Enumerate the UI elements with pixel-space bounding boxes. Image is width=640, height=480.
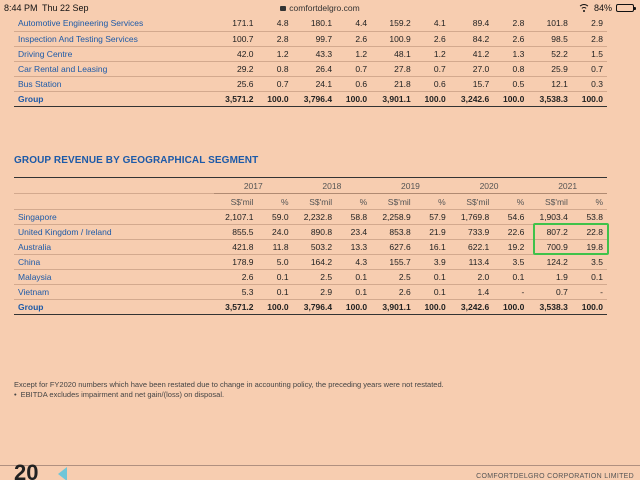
- cell-value: 0.3: [572, 76, 607, 91]
- cell-value: 4.1: [415, 16, 450, 31]
- cell-value: 855.5: [214, 225, 258, 240]
- cell-value: 52.2: [528, 46, 572, 61]
- cell-value: 0.1: [415, 285, 450, 300]
- row-label: United Kingdom / Ireland: [14, 225, 214, 240]
- year-header: 2017: [214, 178, 293, 194]
- cell-value: 3,901.1: [371, 91, 415, 106]
- cell-value: 13.3: [336, 240, 371, 255]
- segment-revenue-table: [14, 16, 607, 107]
- cell-value: 100.0: [258, 300, 293, 315]
- page-number: 20: [14, 460, 39, 480]
- cell-value: 101.8: [528, 16, 572, 31]
- table-row: [14, 285, 607, 300]
- cell-value: 57.9: [415, 210, 450, 225]
- geo-revenue-table: [14, 177, 607, 315]
- footnote-restated: Except for FY2020 numbers which have been restated due to change in accounting policy, the preceding years were not restated.: [14, 380, 444, 389]
- cell-value: 0.8: [493, 61, 528, 76]
- cell-value: 2,258.9: [371, 210, 415, 225]
- unit-header: S$'mil: [450, 194, 494, 210]
- page-arrow-icon: [58, 467, 67, 480]
- cell-value: 100.9: [371, 31, 415, 46]
- unit-header: %: [493, 194, 528, 210]
- row-label: China: [14, 255, 214, 270]
- cell-value: 1,769.8: [450, 210, 494, 225]
- status-day: Thu 22 Sep: [42, 3, 89, 13]
- cell-value: 100.0: [572, 91, 607, 106]
- cell-value: 853.8: [371, 225, 415, 240]
- cell-value: 11.8: [258, 240, 293, 255]
- cell-value: 5.3: [214, 285, 258, 300]
- cell-value: 2,232.8: [293, 210, 337, 225]
- cell-value: 27.8: [371, 61, 415, 76]
- cell-value: 733.9: [450, 225, 494, 240]
- url-text: comfortdelgro.com: [289, 3, 360, 13]
- cell-value: 22.8: [572, 225, 607, 240]
- cell-value: 2.9: [572, 16, 607, 31]
- cell-value: 622.1: [450, 240, 494, 255]
- cell-value: 53.8: [572, 210, 607, 225]
- table-row: [14, 76, 607, 91]
- cell-value: 2.6: [214, 270, 258, 285]
- cell-value: 0.5: [493, 76, 528, 91]
- unit-header: S$'mil: [214, 194, 258, 210]
- cell-value: 0.6: [415, 76, 450, 91]
- cell-value: 24.1: [293, 76, 337, 91]
- cell-value: 164.2: [293, 255, 337, 270]
- cell-value: 48.1: [371, 46, 415, 61]
- wifi-icon: [579, 4, 590, 12]
- cell-value: 12.1: [528, 76, 572, 91]
- cell-value: 100.0: [493, 300, 528, 315]
- cell-value: 2.6: [415, 31, 450, 46]
- cell-value: 3.5: [493, 255, 528, 270]
- cell-value: 0.7: [528, 285, 572, 300]
- cell-value: 0.7: [415, 61, 450, 76]
- group-total-row: [14, 91, 607, 106]
- cell-value: 113.4: [450, 255, 494, 270]
- cell-value: 98.5: [528, 31, 572, 46]
- group-total-row: [14, 300, 607, 315]
- row-label: Australia: [14, 240, 214, 255]
- cell-value: 171.1: [214, 16, 258, 31]
- unit-header: S$'mil: [371, 194, 415, 210]
- address-bar[interactable]: [0, 3, 640, 13]
- cell-value: 100.0: [415, 300, 450, 315]
- row-label: Malaysia: [14, 270, 214, 285]
- table-row: [14, 61, 607, 76]
- unit-header: S$'mil: [528, 194, 572, 210]
- cell-value: 100.0: [336, 300, 371, 315]
- cell-value: 3,796.4: [293, 300, 337, 315]
- cell-value: 0.7: [572, 61, 607, 76]
- cell-value: 42.0: [214, 46, 258, 61]
- table-row: [14, 210, 607, 225]
- cell-value: 0.1: [572, 270, 607, 285]
- cell-value: 3,242.6: [450, 300, 494, 315]
- unit-header: %: [336, 194, 371, 210]
- cell-value: 4.4: [336, 16, 371, 31]
- row-label: Bus Station: [14, 76, 214, 91]
- status-bar: [0, 0, 640, 16]
- unit-header: %: [572, 194, 607, 210]
- cell-value: 2.8: [258, 31, 293, 46]
- year-header: 2019: [371, 178, 450, 194]
- cell-value: 3,901.1: [371, 300, 415, 315]
- cell-value: -: [493, 285, 528, 300]
- cell-value: 29.2: [214, 61, 258, 76]
- footer-company: COMFORTDELGRO CORPORATION LIMITED: [476, 473, 634, 480]
- table-row: [14, 46, 607, 61]
- cell-value: 1.2: [415, 46, 450, 61]
- cell-value: 27.0: [450, 61, 494, 76]
- cell-value: 700.9: [528, 240, 572, 255]
- cell-value: 99.7: [293, 31, 337, 46]
- cell-value: 3,796.4: [293, 91, 337, 106]
- row-label: Group: [14, 91, 214, 106]
- cell-value: 89.4: [450, 16, 494, 31]
- cell-value: 22.6: [493, 225, 528, 240]
- cell-value: 159.2: [371, 16, 415, 31]
- highlight-box: [533, 223, 609, 255]
- cell-value: 503.2: [293, 240, 337, 255]
- cell-value: 2.5: [371, 270, 415, 285]
- cell-value: 2.6: [336, 31, 371, 46]
- cell-value: 3,242.6: [450, 91, 494, 106]
- cell-value: 2.6: [371, 285, 415, 300]
- cell-value: 627.6: [371, 240, 415, 255]
- cell-value: 2.9: [293, 285, 337, 300]
- cell-value: 155.7: [371, 255, 415, 270]
- year-header: 2018: [293, 178, 372, 194]
- cell-value: 3,538.3: [528, 300, 572, 315]
- cell-value: 2.5: [293, 270, 337, 285]
- cell-value: 0.8: [258, 61, 293, 76]
- cell-value: 41.2: [450, 46, 494, 61]
- table-row: [14, 240, 607, 255]
- cell-value: 0.7: [258, 76, 293, 91]
- cell-value: 1.2: [336, 46, 371, 61]
- cell-value: 1.5: [572, 46, 607, 61]
- lock-icon: [280, 6, 286, 11]
- cell-value: 1.9: [528, 270, 572, 285]
- cell-value: 3.9: [415, 255, 450, 270]
- cell-value: 421.8: [214, 240, 258, 255]
- cell-value: 84.2: [450, 31, 494, 46]
- cell-value: 0.6: [336, 76, 371, 91]
- cell-value: 890.8: [293, 225, 337, 240]
- cell-value: 16.1: [415, 240, 450, 255]
- battery-percent: 84%: [593, 3, 612, 13]
- cell-value: 807.2: [528, 225, 572, 240]
- row-label: Inspection And Testing Services: [14, 31, 214, 46]
- cell-value: 1.4: [450, 285, 494, 300]
- cell-value: 180.1: [293, 16, 337, 31]
- table-row: [14, 16, 607, 31]
- cell-value: 100.0: [415, 91, 450, 106]
- unit-header: S$'mil: [293, 194, 337, 210]
- table-row: [14, 225, 607, 240]
- cell-value: 100.0: [258, 91, 293, 106]
- row-label: Automotive Engineering Services: [14, 16, 214, 31]
- cell-value: 25.9: [528, 61, 572, 76]
- cell-value: 1,903.4: [528, 210, 572, 225]
- cell-value: 59.0: [258, 210, 293, 225]
- section-title: GROUP REVENUE BY GEOGRAPHICAL SEGMENT: [14, 155, 259, 166]
- cell-value: 3,538.3: [528, 91, 572, 106]
- footnote: [14, 380, 444, 400]
- cell-value: 0.1: [336, 270, 371, 285]
- cell-value: 26.4: [293, 61, 337, 76]
- cell-value: 43.3: [293, 46, 337, 61]
- cell-value: 3.5: [572, 255, 607, 270]
- cell-value: 25.6: [214, 76, 258, 91]
- cell-value: 21.9: [415, 225, 450, 240]
- year-header: 2020: [450, 178, 529, 194]
- cell-value: 19.2: [493, 240, 528, 255]
- footer-divider: [0, 465, 640, 466]
- cell-value: 4.3: [336, 255, 371, 270]
- cell-value: 2,107.1: [214, 210, 258, 225]
- cell-value: 0.7: [336, 61, 371, 76]
- cell-value: 21.8: [371, 76, 415, 91]
- year-header: 2021: [528, 178, 607, 194]
- cell-value: 4.8: [258, 16, 293, 31]
- table-row: [14, 255, 607, 270]
- cell-value: 100.7: [214, 31, 258, 46]
- row-label: Group: [14, 300, 214, 315]
- cell-value: 124.2: [528, 255, 572, 270]
- cell-value: 5.0: [258, 255, 293, 270]
- cell-value: 23.4: [336, 225, 371, 240]
- unit-header: %: [415, 194, 450, 210]
- cell-value: 100.0: [336, 91, 371, 106]
- status-time: 8:44 PM: [4, 3, 38, 13]
- cell-value: 58.8: [336, 210, 371, 225]
- unit-header: %: [258, 194, 293, 210]
- cell-value: 1.2: [258, 46, 293, 61]
- table-row: [14, 270, 607, 285]
- cell-value: -: [572, 285, 607, 300]
- row-label: Driving Centre: [14, 46, 214, 61]
- cell-value: 0.1: [493, 270, 528, 285]
- cell-value: 24.0: [258, 225, 293, 240]
- cell-value: 100.0: [493, 91, 528, 106]
- cell-value: 3,571.2: [214, 300, 258, 315]
- footnote-ebitda: • EBITDA excludes impairment and net gain/(loss) on disposal.: [14, 390, 444, 400]
- cell-value: 0.1: [336, 285, 371, 300]
- row-label: Singapore: [14, 210, 214, 225]
- cell-value: 0.1: [258, 285, 293, 300]
- cell-value: 2.0: [450, 270, 494, 285]
- cell-value: 2.6: [493, 31, 528, 46]
- row-label: Car Rental and Leasing: [14, 61, 214, 76]
- cell-value: 19.8: [572, 240, 607, 255]
- cell-value: 2.8: [493, 16, 528, 31]
- cell-value: 100.0: [572, 300, 607, 315]
- row-label: Vietnam: [14, 285, 214, 300]
- cell-value: 0.1: [258, 270, 293, 285]
- table-row: [14, 31, 607, 46]
- battery-icon: [616, 4, 634, 12]
- cell-value: 3,571.2: [214, 91, 258, 106]
- cell-value: 0.1: [415, 270, 450, 285]
- cell-value: 54.6: [493, 210, 528, 225]
- cell-value: 178.9: [214, 255, 258, 270]
- cell-value: 15.7: [450, 76, 494, 91]
- cell-value: 1.3: [493, 46, 528, 61]
- cell-value: 2.8: [572, 31, 607, 46]
